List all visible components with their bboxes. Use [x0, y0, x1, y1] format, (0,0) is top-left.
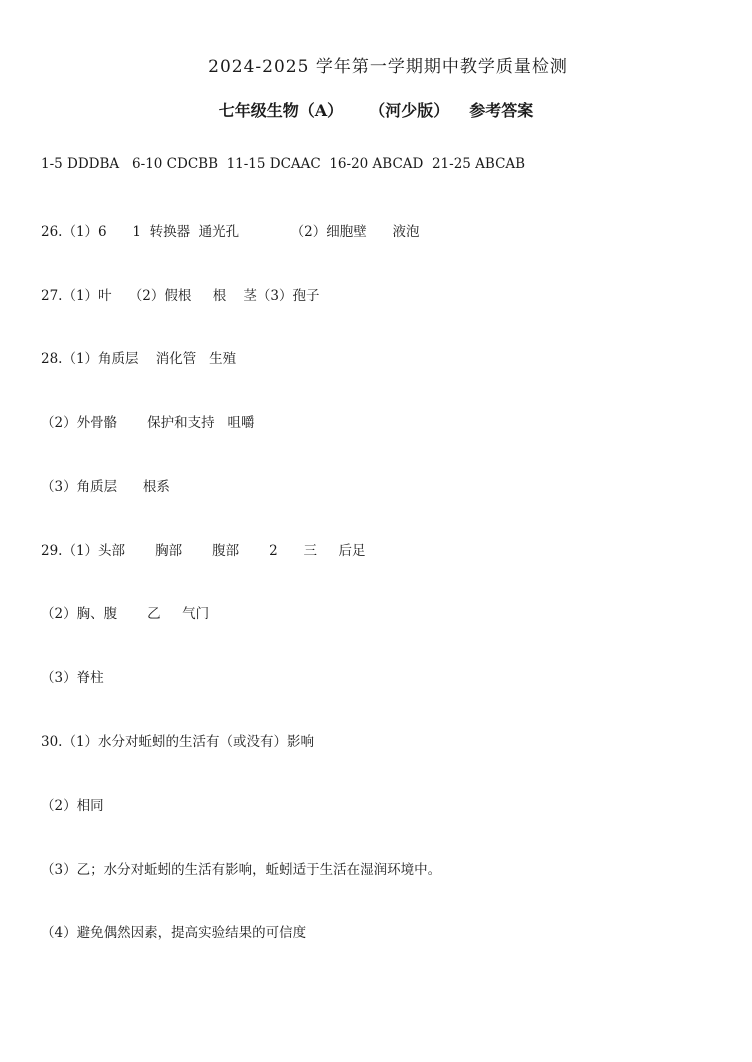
document-title: [0, 52, 752, 77]
answer-line-29-3: （3）脊柱: [41, 670, 104, 686]
answer-line-30-1: 30.（1）水分对蚯蚓的生活有（或没有）影响: [41, 734, 315, 750]
answer-line-28-2: （2）外骨骼 保护和支持 咀嚼: [41, 415, 255, 431]
subtitle-grade: 七年级生物（A）: [218, 101, 344, 120]
document-title-text: 2024-2025 学年第一学期期中教学质量检测: [208, 57, 568, 77]
answer-line-29-2: （2）胸、腹 乙 气门: [41, 606, 210, 622]
answer-line-28-1: 28.（1）角质层 消化管 生殖: [41, 351, 237, 367]
subtitle-edition: （河少版）: [369, 101, 450, 120]
subtitle-answer: 参考答案: [469, 101, 534, 120]
answer-line-28-3: （3）角质层 根系: [41, 479, 170, 495]
answer-line-26: 26.（1）6 1 转换器 通光孔 （2）细胞壁 液泡: [41, 224, 420, 240]
answer-line-29-1: 29.（1）头部 胸部 腹部 2 三 后足: [41, 543, 366, 559]
answer-line-choice: 1-5 DDDBA 6-10 CDCBB 11-15 DCAAC 16-20 ABCAD 21-25 ABCAB: [41, 156, 526, 172]
answer-line-30-2: （2）相同: [41, 798, 104, 814]
answer-line-27: 27.（1）叶 （2）假根 根 茎（3）孢子: [41, 288, 320, 304]
answer-line-30-4: （4）避免偶然因素，提高实验结果的可信度: [41, 925, 307, 941]
document-subtitle: [0, 98, 752, 121]
answer-line-30-3: （3）乙；水分对蚯蚓的生活有影响，蚯蚓适于生活在湿润环境中。: [41, 862, 442, 878]
